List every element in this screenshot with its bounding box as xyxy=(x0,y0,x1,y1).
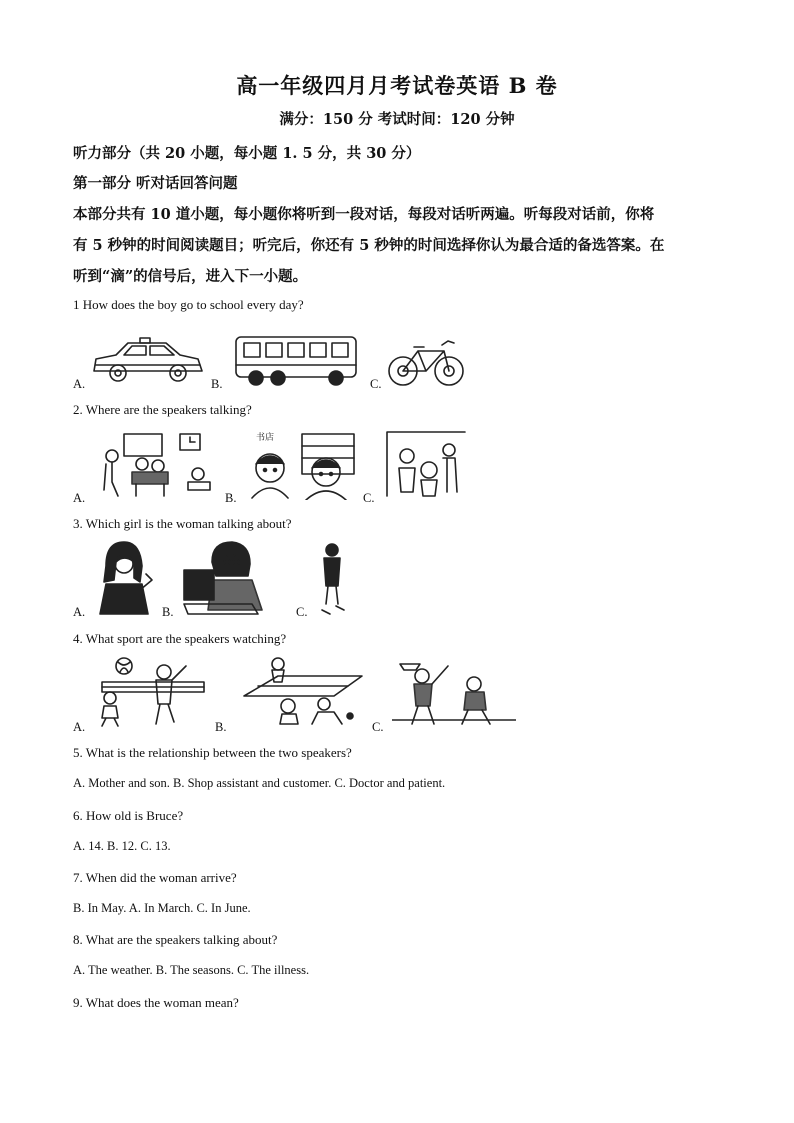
basketball-image xyxy=(392,656,516,728)
volleyball-image xyxy=(94,656,212,728)
woman-long-hair-image xyxy=(96,540,158,616)
question-4: 4. What sport are the speakers watching? xyxy=(73,631,287,646)
instruction-line-2: 有 5 秒钟的时间阅读题目；听完后，你还有 5 秒钟的时间选择你认为最合适的备选答案。在 xyxy=(73,237,665,254)
taxi-image xyxy=(88,335,206,387)
q7-options: B. In May. A. In March. C. In June. xyxy=(73,901,251,915)
question-9: 9. What does the woman mean? xyxy=(73,995,239,1010)
exam-info: 满分：150 分 考试时间：120 分钟 xyxy=(279,111,515,128)
q3-label-c: C. xyxy=(296,605,308,619)
q1-label-b: B. xyxy=(211,377,223,391)
question-2: 2. Where are the speakers talking? xyxy=(73,402,252,417)
question-8: 8. What are the speakers talking about? xyxy=(73,932,278,947)
bookstore-image xyxy=(244,430,358,500)
question-6: 6. How old is Bruce? xyxy=(73,808,184,823)
classroom-image xyxy=(98,430,216,500)
q3-label-a: A. xyxy=(73,605,86,619)
q5-options: A. Mother and son. B. Shop assistant and customer. C. Doctor and patient. xyxy=(73,776,446,790)
listening-heading: 听力部分（共 20 小题，每小题 1. 5 分，共 30 分） xyxy=(73,145,421,162)
instruction-line-1: 本部分共有 10 道小题，每小题你将听到一段对话，每段对话听两遍。听每段对话前，你将 xyxy=(73,206,655,223)
instruction-line-3: 听到“滴”的信号后，进入下一小题。 xyxy=(73,268,308,285)
woman-glasses-computer-image xyxy=(182,540,266,616)
question-5: 5. What is the relationship between the two speakers? xyxy=(73,745,352,760)
q2-label-a: A. xyxy=(73,491,86,505)
street-image xyxy=(383,428,469,500)
q6-options: A. 14. B. 12. C. 13. xyxy=(73,839,171,853)
q8-options: A. The weather. B. The seasons. C. The illness. xyxy=(73,963,310,977)
q4-label-c: C. xyxy=(372,720,384,734)
q4-label-b: B. xyxy=(215,720,227,734)
q2-label-b: B. xyxy=(225,491,237,505)
table-tennis-image xyxy=(238,656,368,728)
bookstore-sign: 书店 xyxy=(256,433,275,443)
q1-label-c: C. xyxy=(370,377,382,391)
part1-heading: 第一部分 听对话回答问题 xyxy=(73,175,238,192)
q1-label-a: A. xyxy=(73,377,86,391)
question-7: 7. When did the woman arrive? xyxy=(73,870,237,885)
q4-label-a: A. xyxy=(73,720,86,734)
q3-label-b: B. xyxy=(162,605,174,619)
page-title: 高一年级四月月考试卷英语 B 卷 xyxy=(236,73,558,98)
question-1: 1 How does the boy go to school every day? xyxy=(73,297,304,312)
q2-label-c: C. xyxy=(363,491,375,505)
question-3: 3. Which girl is the woman talking about? xyxy=(73,516,292,531)
small-girl-image xyxy=(316,540,348,616)
bus-image xyxy=(232,333,360,387)
bicycle-image xyxy=(386,335,466,389)
